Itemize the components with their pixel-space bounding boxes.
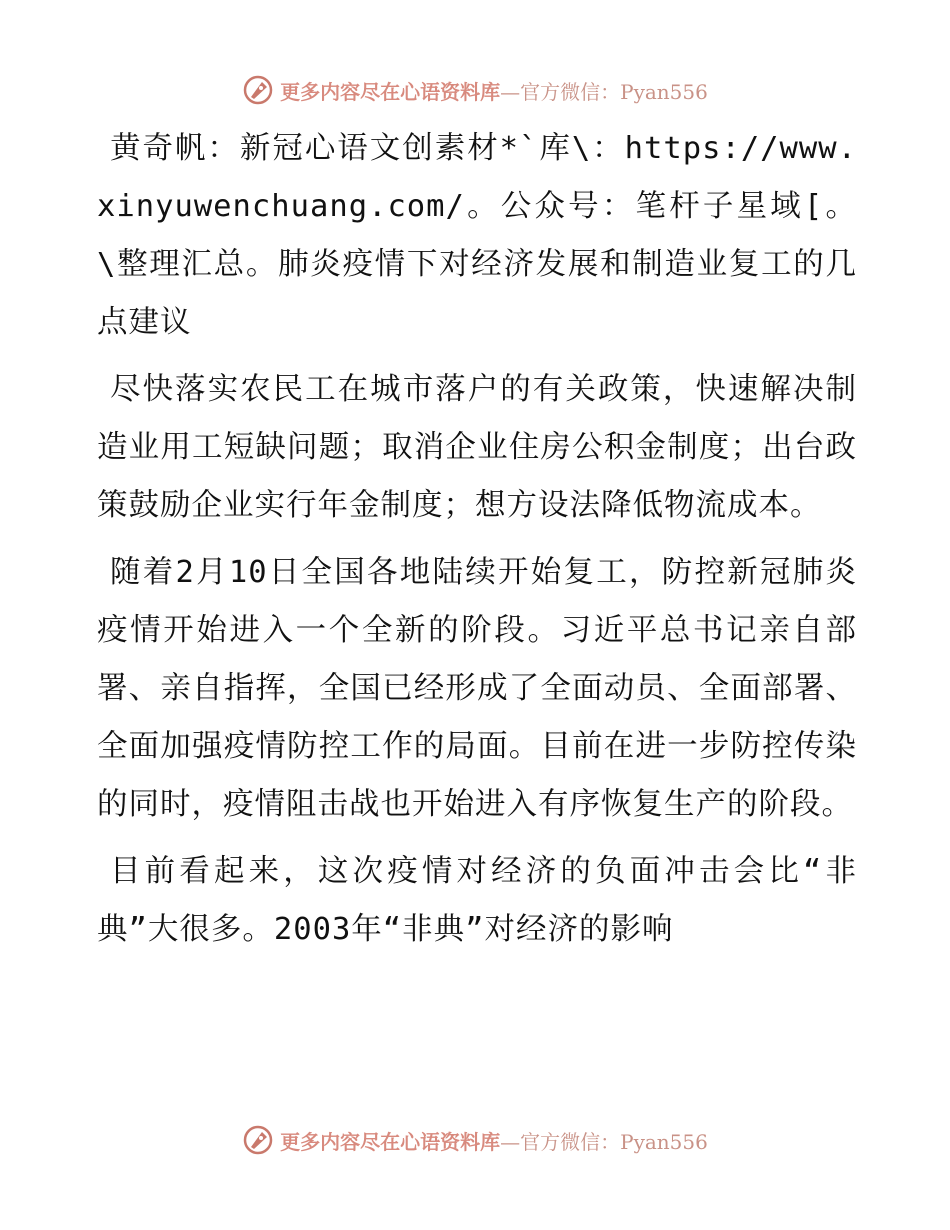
- watermark-banner-top: [0, 70, 950, 110]
- watermark-dash: —: [500, 79, 521, 104]
- watermark-contact-text: 官方微信：Pyan556: [520, 79, 708, 104]
- pen-nib-logo-icon: [242, 1124, 274, 1156]
- watermark-site-text: 更多内容尽在心语资料库: [280, 1129, 501, 1154]
- watermark-dash: —: [500, 1129, 521, 1154]
- paragraph-summary: 尽快落实农民工在城市落户的有关政策，快速解决制造业用工短缺问题；取消企业住房公积金制度；出台政策鼓励企业实行年金制度；想方设法降低物流成本。: [97, 372, 857, 523]
- pen-nib-logo-icon: [242, 74, 274, 106]
- paragraph-title: 黄奇帆：新冠心语文创素材*`库\：https://www.xinyuwenchuang.com/。公众号：笔杆子星域[。\整理汇总。肺炎疫情下对经济发展和制造业复工的几点建议: [97, 131, 857, 340]
- watermark-site-text: 更多内容尽在心语资料库: [280, 79, 501, 104]
- watermark-text: [280, 76, 708, 105]
- document-body: [97, 120, 857, 968]
- watermark-text: [280, 1126, 708, 1155]
- watermark-contact-text: 官方微信：Pyan556: [520, 1129, 708, 1154]
- paragraph-body-2: 目前看起来，这次疫情对经济的负面冲击会比“非典”大很多。2003年“非典”对经济的影响: [97, 854, 857, 947]
- watermark-banner-bottom: [0, 1120, 950, 1160]
- paragraph-body-1: 随着2月10日全国各地陆续开始复工，防控新冠肺炎疫情开始进入一个全新的阶段。习近平总书记亲自部署、亲自指挥，全国已经形成了全面动员、全面部署、全面加强疫情防控工作的局面。目前在进一步防控传染的同时，疫情阻击战也开始进入有序恢复生产的阶段。: [97, 555, 857, 822]
